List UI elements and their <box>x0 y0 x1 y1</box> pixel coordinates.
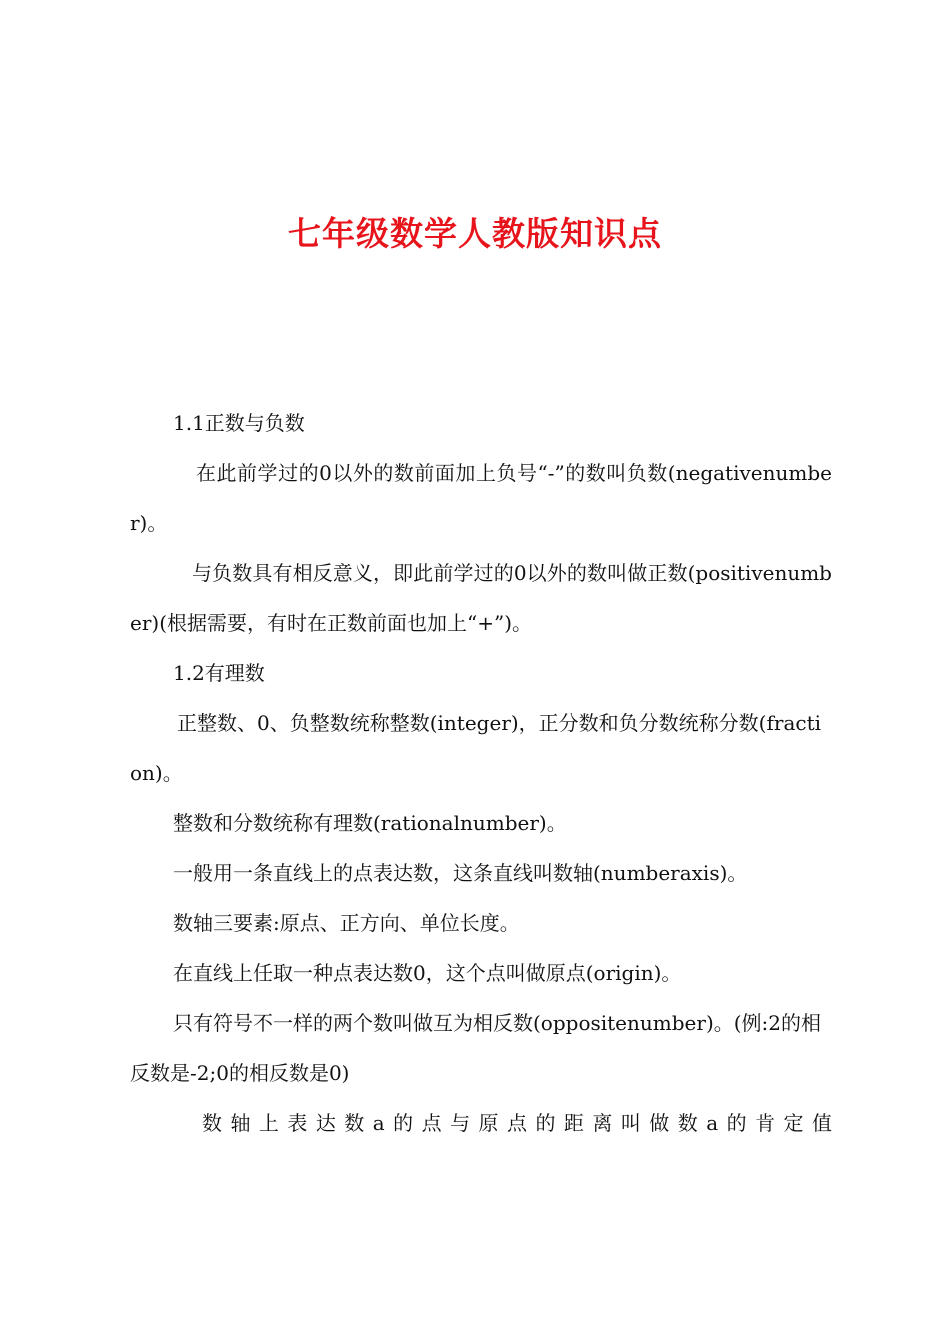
paragraph-axis-elements: 数轴三要素:原点、正方向、单位长度。 <box>173 911 520 935</box>
document-title: 七年级数学人教版知识点 <box>288 214 662 253</box>
section-heading-1-1: 1.1正数与负数 <box>173 411 305 435</box>
paragraph-positive-number: 与负数具有相反意义，即此前学过的0以外的数叫做正数(positivenumber)(根据需要，有时在正数前面也加上“+”)。 <box>130 561 832 635</box>
paragraph-origin: 在直线上任取一种点表达数0，这个点叫做原点(origin)。 <box>173 961 682 985</box>
paragraph-opposite-number: 只有符号不一样的两个数叫做互为相反数(oppositenumber)。(例:2的相反数是-2;0的相反数是0) <box>130 1011 822 1085</box>
paragraph-integer-fraction: 正整数、0、负整数统称整数(integer)，正分数和负分数统称分数(fraction)。 <box>130 711 822 785</box>
section-heading-1-2: 1.2有理数 <box>173 661 265 685</box>
paragraph-negative-number: 在此前学过的0以外的数前面加上负号“-”的数叫负数(negativenumber)。 <box>130 461 832 535</box>
document-body <box>130 398 832 1148</box>
paragraph-number-axis: 一般用一条直线上的点表达数，这条直线叫数轴(numberaxis)。 <box>173 861 748 885</box>
paragraph-absolute-value: 数轴上表达数a的点与原点的距离叫做数a的肯定值 <box>202 1111 832 1135</box>
paragraph-rational-number: 整数和分数统称有理数(rationalnumber)。 <box>173 811 567 835</box>
